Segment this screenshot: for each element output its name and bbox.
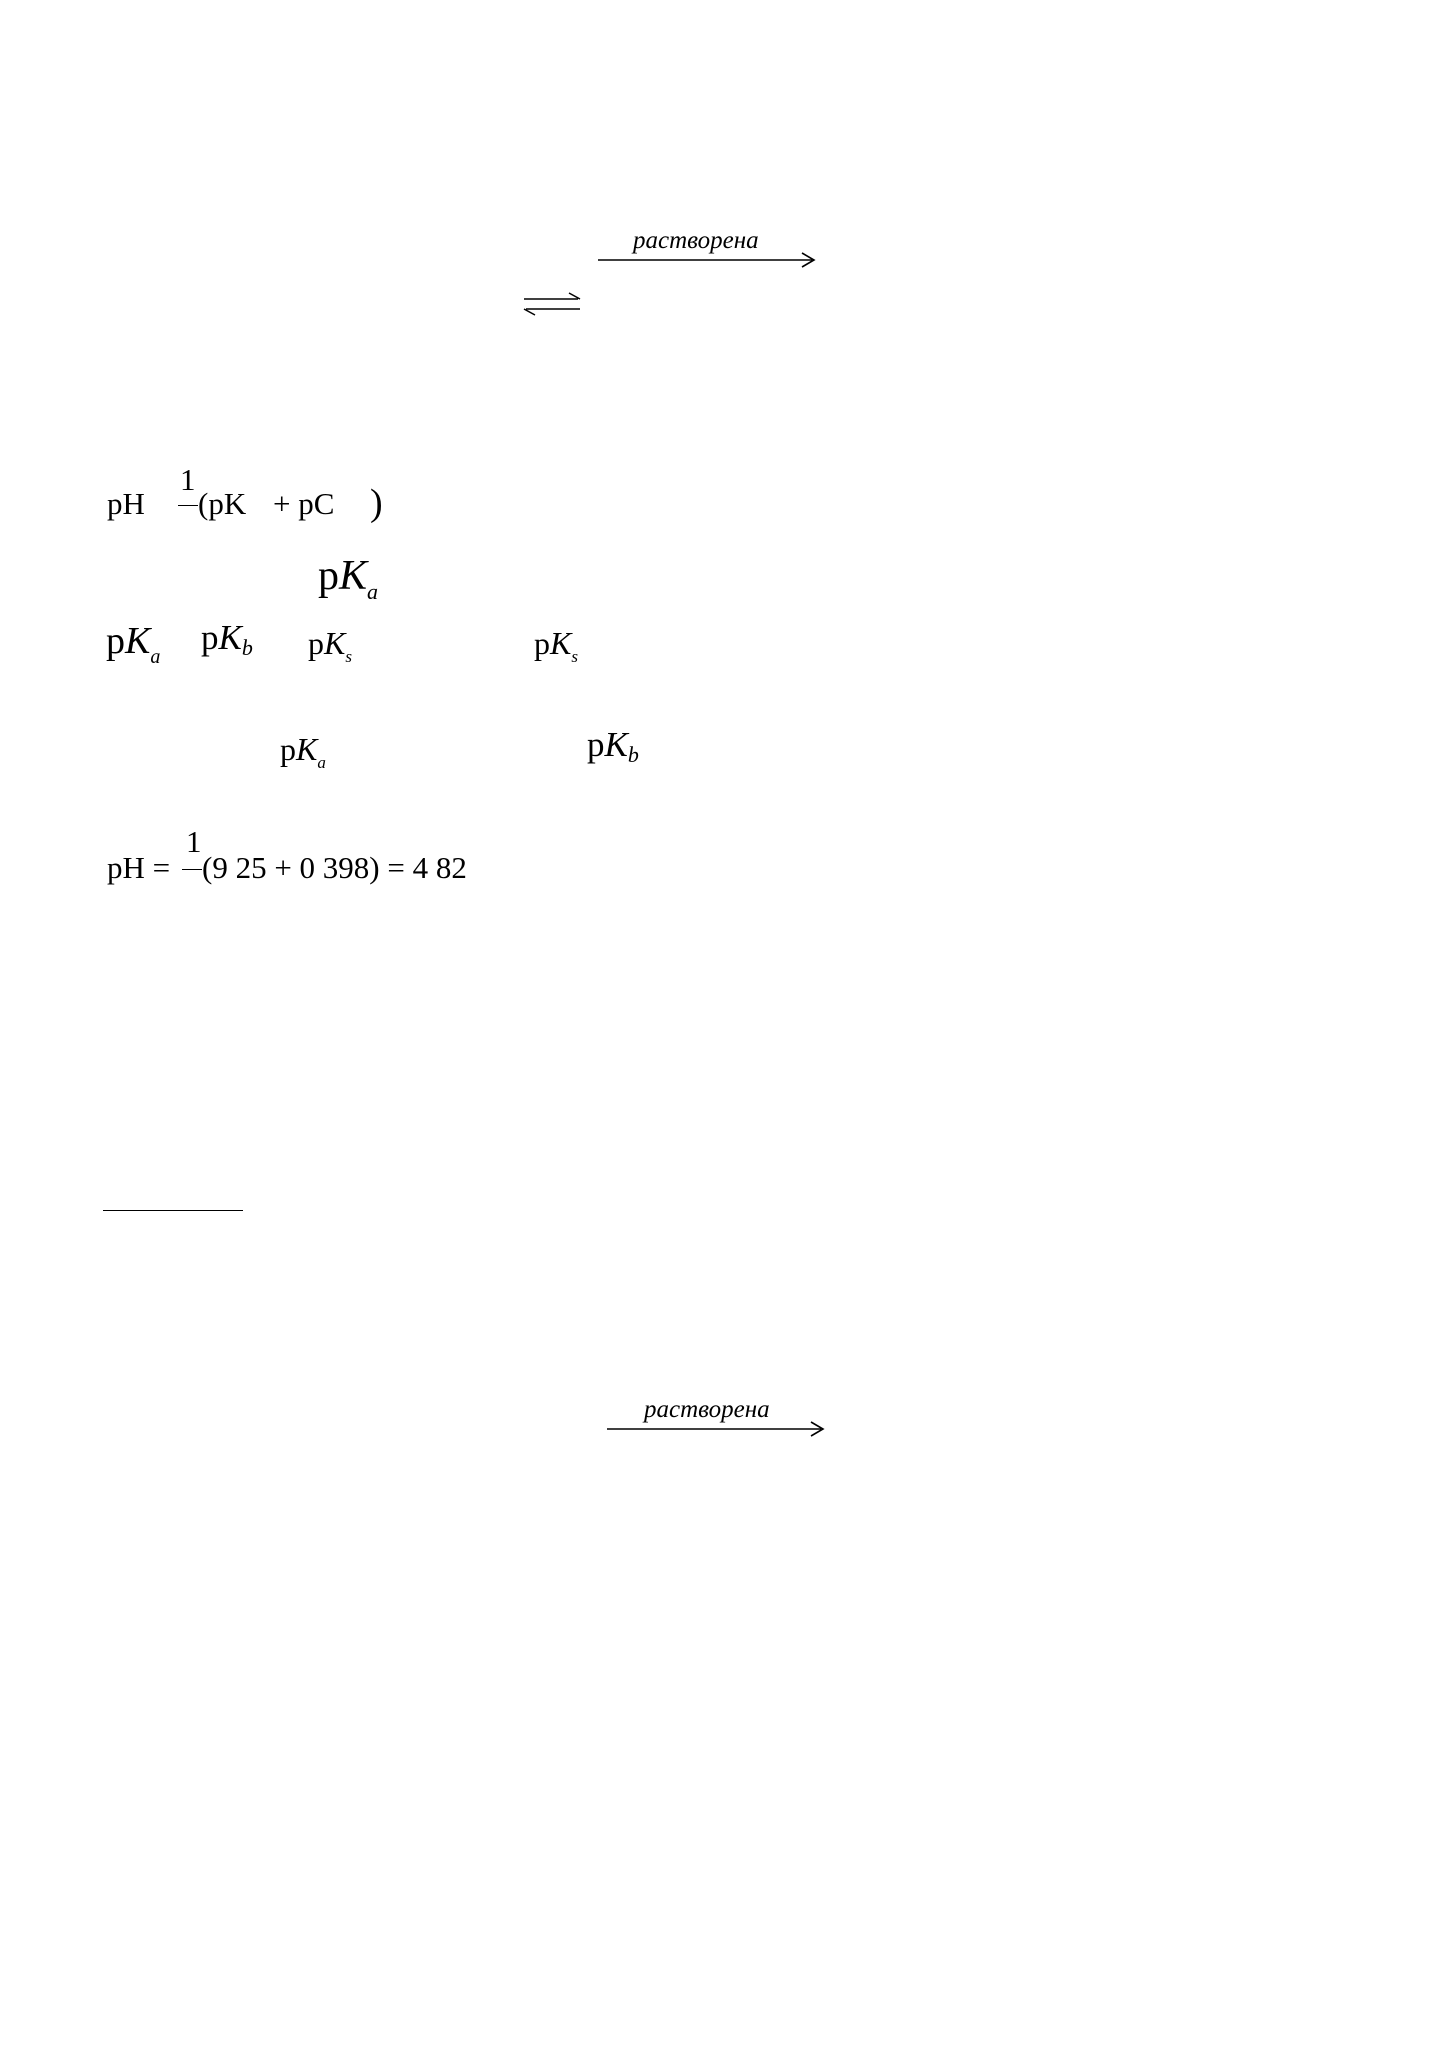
reaction-arrow-label-2: растворена xyxy=(644,1396,770,1423)
pk-sub: a xyxy=(367,579,379,604)
pk-k: K xyxy=(550,625,572,661)
formula-2 xyxy=(107,824,527,892)
pk-p: p xyxy=(280,731,296,767)
pk-p: p xyxy=(201,618,219,657)
pk-row-b-2 xyxy=(308,625,352,666)
formula-1-close: ) xyxy=(370,482,383,524)
pk-row-c-1 xyxy=(587,725,639,767)
formula-1-fraction-numerator: 1 xyxy=(180,462,196,497)
reaction-arrow-label-1: растворена xyxy=(633,227,759,254)
pk-p: p xyxy=(534,625,550,661)
formula-2-fraction-numerator: 1 xyxy=(186,824,202,859)
pk-p: p xyxy=(308,625,324,661)
pk-sub: s xyxy=(345,647,352,666)
pk-k: K xyxy=(324,625,346,661)
pk-sub: b xyxy=(627,742,639,767)
pk-k: K xyxy=(218,618,242,657)
pk-k: K xyxy=(339,553,368,599)
footnote-separator xyxy=(103,1210,243,1211)
pk-a-large xyxy=(318,553,379,604)
pk-p: p xyxy=(106,620,125,662)
formula-1-plus: + pC xyxy=(273,486,335,521)
reaction-arrow-1 xyxy=(598,250,818,270)
pk-row-b-0 xyxy=(106,620,161,668)
pk-sub: a xyxy=(150,646,161,668)
equilibrium-arrows-1 xyxy=(524,292,582,316)
pk-k: K xyxy=(604,725,628,764)
formula-1-open: (pK xyxy=(198,486,247,521)
pk-sub: a xyxy=(317,753,326,772)
pk-k: K xyxy=(296,731,318,767)
pk-p: p xyxy=(318,553,339,599)
pk-k: K xyxy=(125,620,151,662)
pk-sub: s xyxy=(571,647,578,666)
formula-1-fraction-bar xyxy=(178,505,198,506)
pk-sub: b xyxy=(241,635,253,660)
pk-p: p xyxy=(587,725,605,764)
formula-2-lhs: pH = xyxy=(107,850,171,885)
pk-row-b-1 xyxy=(201,618,253,660)
reaction-arrow-2 xyxy=(607,1419,829,1439)
formula-1-lhs: pH xyxy=(107,486,145,521)
formula-2-fraction-bar xyxy=(182,869,202,870)
formula-1 xyxy=(107,462,407,530)
formula-2-body: (9 25 + 0 398) = 4 82 xyxy=(202,850,467,885)
pk-row-b-3 xyxy=(534,625,578,666)
pk-row-c-0 xyxy=(280,731,326,772)
